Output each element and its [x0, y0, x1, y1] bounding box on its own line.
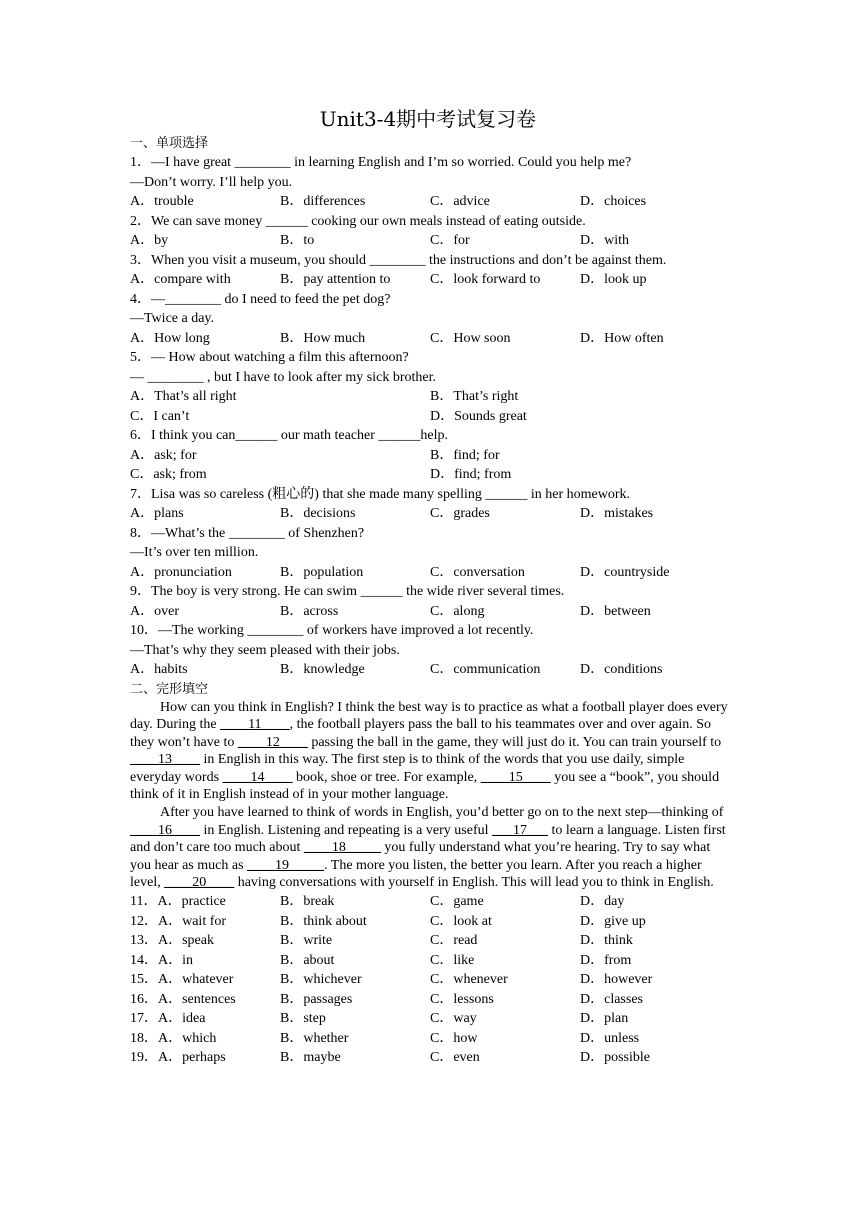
- answer-option: A．trouble: [130, 194, 194, 209]
- question-stem: 9．The boy is very strong. He can swim ______ the wide river several times.: [130, 584, 565, 599]
- answer-option: D．How often: [580, 330, 664, 346]
- answer-option: D．plan: [580, 1011, 629, 1027]
- answer-option: 13．A．speak: [130, 933, 214, 949]
- answer-option: A．habits: [130, 662, 188, 677]
- answer-option: D．from: [580, 952, 632, 968]
- answer-option: D．mistakes: [580, 506, 654, 521]
- cloze-blank-20: ____20____: [164, 875, 235, 891]
- answer-option: D．however: [580, 972, 653, 988]
- answer-option: C．grades: [430, 506, 490, 521]
- answer-option: 11．A．practice: [130, 894, 226, 910]
- cloze-blank-15: ____15____: [480, 769, 551, 785]
- answer-option: B．differences: [280, 194, 366, 209]
- answer-option: C．like: [430, 952, 475, 968]
- answer-option: 17．A．idea: [130, 1011, 206, 1027]
- answer-option: D．classes: [580, 991, 643, 1007]
- answer-option: C．how: [430, 1030, 478, 1046]
- answer-option: B．maybe: [280, 1050, 341, 1066]
- answer-option: D．Sounds great: [430, 408, 527, 424]
- answer-option: A．over: [130, 603, 179, 619]
- answer-option: B．population: [280, 564, 364, 580]
- answer-option: D．conditions: [580, 662, 663, 677]
- question-dialogue-line: — ________ , but I have to look after my sick brother.: [130, 369, 436, 385]
- answer-option: B．to: [280, 233, 315, 248]
- answer-option: C．for: [430, 233, 470, 248]
- answer-option: D．countryside: [580, 564, 670, 580]
- answer-option: B．across: [280, 603, 339, 619]
- question-dialogue-line: —That’s why they seem pleased with their jobs.: [130, 642, 400, 658]
- cloze-text: How can you think in English? I think the best way is to practice as what a football player does every day. During the: [130, 699, 728, 733]
- answer-option: C．conversation: [430, 564, 525, 580]
- cloze-text: After you have learned to think of words in English, you’d better go on to the next step—thinking of: [160, 805, 724, 821]
- answer-option: C．ask; from: [130, 467, 207, 482]
- cloze-text: book, shoe or tree. For example,: [292, 769, 481, 785]
- cloze-blank-11: ____11____: [220, 717, 290, 733]
- answer-option: 15．A．whatever: [130, 972, 234, 988]
- cloze-blank-18: ____18_____: [303, 840, 381, 856]
- cloze-paragraph-2: [130, 804, 730, 892]
- answer-option: B．pay attention to: [280, 272, 391, 287]
- cloze-paragraph-1: [130, 699, 730, 805]
- answer-option: B．write: [280, 933, 333, 949]
- cloze-text: , the football players pass the ball to his teammates over and over again. So they won’t have to: [130, 717, 712, 750]
- answer-option: D．between: [580, 603, 651, 619]
- question-dialogue-line: —It’s over ten million.: [130, 545, 259, 560]
- answer-option: A．pronunciation: [130, 564, 232, 580]
- answer-option: B．whichever: [280, 972, 362, 988]
- answer-option: C．lessons: [430, 991, 494, 1007]
- answer-options: [130, 231, 730, 251]
- exam-page: [130, 104, 730, 1068]
- answer-option: C．advice: [430, 194, 490, 209]
- answer-option: D．unless: [580, 1030, 640, 1046]
- answer-option: D．find; from: [430, 467, 512, 482]
- question-dialogue-line: —Don’t worry. I’ll help you.: [130, 174, 293, 190]
- answer-option: C．along: [430, 603, 485, 619]
- answer-option: B．passages: [280, 991, 353, 1007]
- cloze-text: you see a “book”, you should think of it in English instead of in your mother language.: [130, 769, 720, 803]
- cloze-option-row: [130, 990, 730, 1010]
- cloze-option-row: [130, 931, 730, 951]
- answer-option: A．plans: [130, 506, 184, 521]
- answer-option: C．way: [430, 1011, 477, 1027]
- answer-option: D．give up: [580, 913, 646, 929]
- answer-option: B．about: [280, 952, 335, 968]
- answer-option: C．communication: [430, 662, 541, 677]
- answer-options: [130, 446, 730, 466]
- answer-option: 14．A．in: [130, 952, 193, 968]
- question-stem: 2．We can save money ______ cooking our own meals instead of eating outside.: [130, 213, 586, 229]
- answer-option: C．game: [430, 894, 484, 910]
- answer-option: A．That’s all right: [130, 389, 237, 404]
- question-stem: 5．— How about watching a film this afternoon?: [130, 350, 409, 365]
- cloze-text: having conversations with yourself in English. This will lead you to think in English.: [234, 875, 714, 891]
- answer-option: B．think about: [280, 913, 367, 929]
- answer-option: D．choices: [580, 194, 647, 209]
- cloze-text: passing the ball in the game, they will just do it. You can train yourself to: [307, 734, 722, 750]
- cloze-text: . The more you listen, the better you learn. After you reach a higher level,: [130, 857, 702, 891]
- answer-option: B．step: [280, 1011, 326, 1027]
- question-stem: 8．—What’s the ________ of Shenzhen?: [130, 525, 365, 541]
- answer-option: D．with: [580, 233, 629, 248]
- question-stem: 7．Lisa was so careless (粗心的) that she made many spelling ______ in her homework.: [130, 486, 631, 502]
- cloze-blank-19: ____19_____: [247, 857, 325, 873]
- answer-option: D．think: [580, 933, 633, 949]
- answer-option: D．possible: [580, 1050, 650, 1066]
- answer-option: D．day: [580, 894, 625, 910]
- answer-option: B．knowledge: [280, 662, 365, 677]
- cloze-option-row: [130, 1048, 730, 1068]
- cloze-text: you fully understand what you’re hearing. Try to say what you hear as much as: [130, 840, 711, 873]
- answer-option: C．look forward to: [430, 272, 541, 287]
- cloze-option-row: [130, 1009, 730, 1029]
- answer-options: [130, 660, 730, 680]
- question-stem: 3．When you visit a museum, you should ________ the instructions and don’t be against them.: [130, 252, 667, 268]
- answer-option: C．whenever: [430, 972, 508, 988]
- answer-options: [130, 602, 730, 622]
- answer-options: [130, 387, 730, 407]
- question-stem: 6．I think you can______ our math teacher ______help.: [130, 428, 449, 443]
- answer-option: A．compare with: [130, 272, 231, 287]
- cloze-blank-17: ___17___: [492, 822, 548, 838]
- answer-options: [130, 563, 730, 583]
- cloze-blank-16: ____16____: [130, 822, 200, 838]
- answer-option: C．look at: [430, 913, 492, 929]
- cloze-option-row: [130, 951, 730, 971]
- cloze-text: in English. Listening and repeating is a very useful: [200, 822, 492, 838]
- answer-option: B．whether: [280, 1030, 349, 1046]
- cloze-option-row: [130, 892, 730, 912]
- question-stem: 4．—________ do I need to feed the pet dog?: [130, 291, 391, 307]
- answer-options: [130, 407, 730, 427]
- answer-option: A．by: [130, 233, 169, 248]
- cloze-blank-14: ____14____: [222, 769, 293, 785]
- answer-option: B．decisions: [280, 506, 356, 521]
- cloze-blank-13: ____13____: [130, 752, 200, 768]
- answer-option: C．How soon: [430, 330, 511, 346]
- answer-options: [130, 329, 730, 349]
- answer-option: B．break: [280, 894, 335, 910]
- answer-option: B．find; for: [430, 447, 500, 463]
- answer-option: C．I can’t: [130, 408, 190, 424]
- cloze-blank-12: ____12____: [237, 734, 308, 750]
- answer-option: A．How long: [130, 330, 210, 346]
- answer-option: B．That’s right: [430, 389, 519, 404]
- answer-options: [130, 465, 730, 485]
- answer-option: 19．A．perhaps: [130, 1050, 226, 1066]
- answer-option: 12．A．wait for: [130, 913, 227, 929]
- section-heading-single-choice: 一、单项选择: [130, 136, 209, 151]
- cloze-option-row: [130, 1029, 730, 1049]
- cloze-option-row: [130, 912, 730, 932]
- question-dialogue-line: —Twice a day.: [130, 311, 215, 326]
- question-stem: 1．—I have great ________ in learning English and I’m so worried. Could you help me?: [130, 155, 632, 170]
- answer-option: B．How much: [280, 330, 366, 346]
- question-stem: 10．—The working ________ of workers have improved a lot recently.: [130, 623, 534, 638]
- answer-option: C．even: [430, 1050, 480, 1066]
- cloze-text: in English in this way. The first step is to think of the words that you use daily, simple everyday words: [130, 752, 685, 785]
- section-heading-cloze: 二、完形填空: [130, 681, 209, 697]
- cloze-options: [130, 892, 730, 1068]
- cloze-option-row: [130, 970, 730, 990]
- answer-option: D．look up: [580, 272, 647, 287]
- page-title: Unit3-4期中考试复习卷: [319, 107, 537, 131]
- cloze-text: to learn a language. Listen first and don’t care too much about: [130, 822, 726, 856]
- single-choice-questions: [130, 153, 730, 680]
- answer-options: [130, 270, 730, 290]
- answer-options: [130, 192, 730, 212]
- answer-option: 16．A．sentences: [130, 991, 236, 1007]
- answer-option: A．ask; for: [130, 447, 197, 463]
- answer-options: [130, 504, 730, 524]
- answer-option: C．read: [430, 933, 478, 949]
- answer-option: 18．A．which: [130, 1030, 217, 1046]
